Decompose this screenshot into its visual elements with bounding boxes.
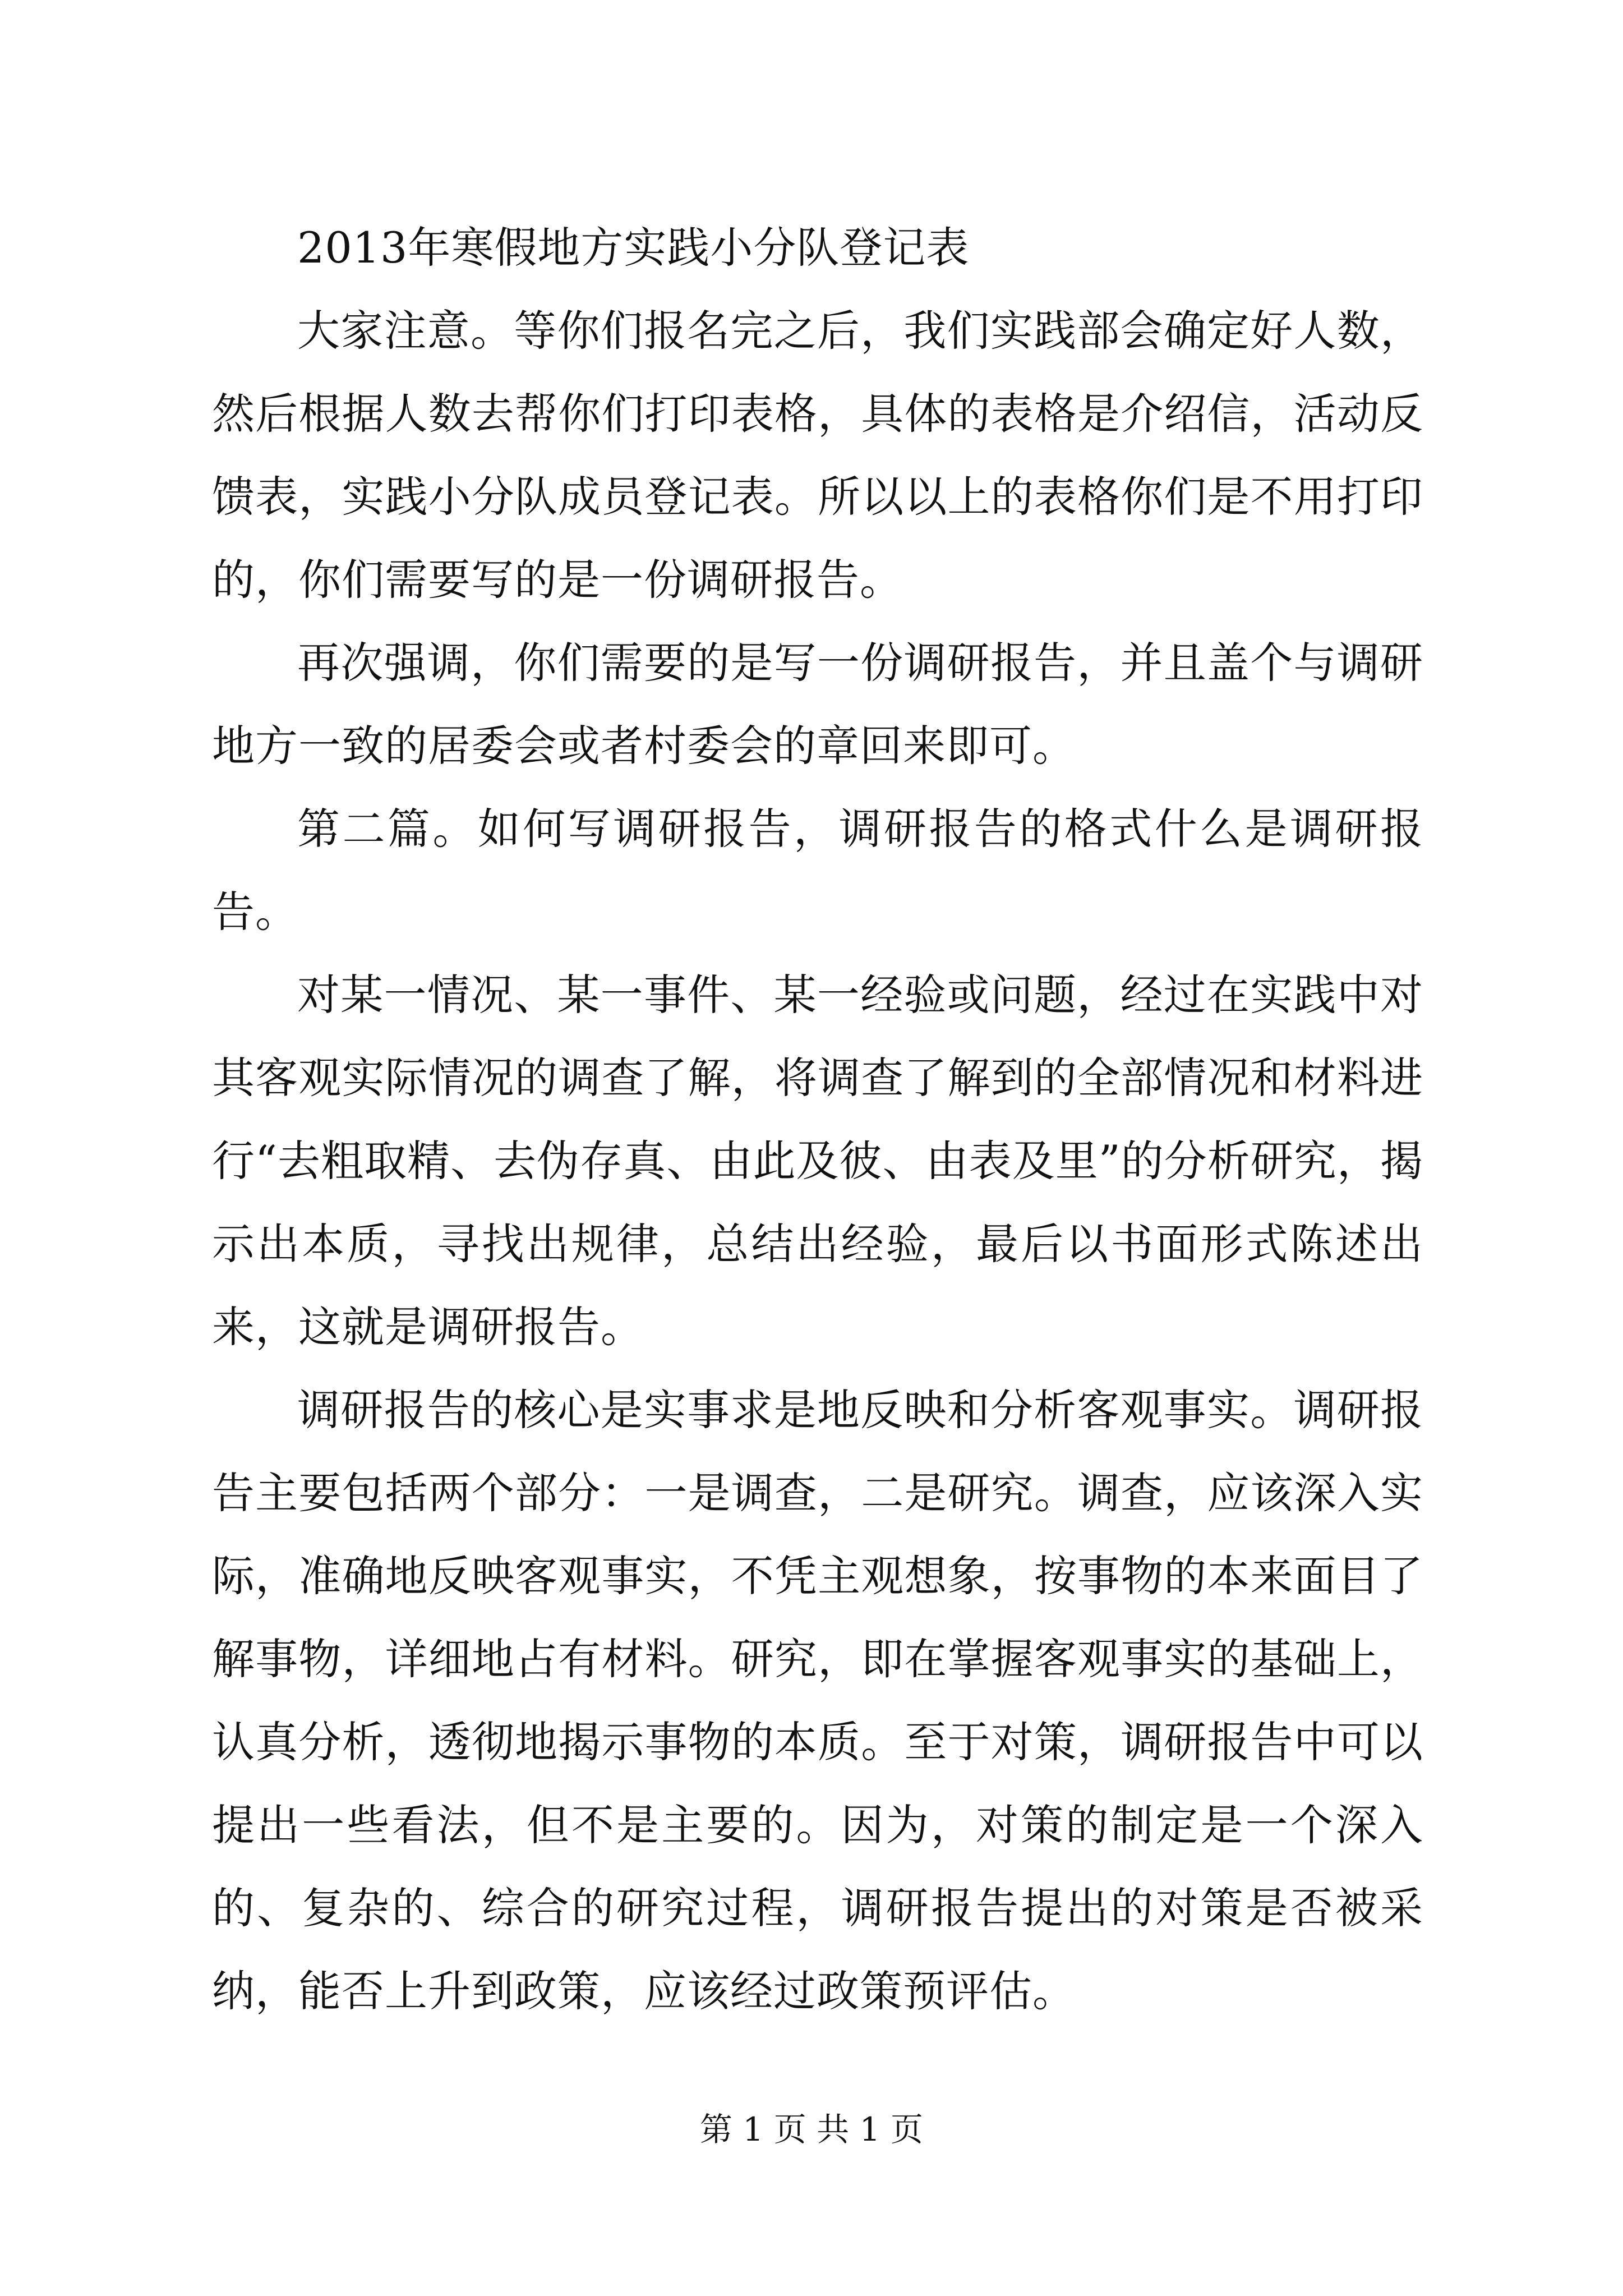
page-number-footer: 第 1 页 共 1 页 bbox=[700, 2110, 923, 2148]
document-body bbox=[212, 206, 1423, 2033]
document-title: 2013年寒假地方实践小分队登记表 bbox=[297, 223, 970, 273]
paragraph-core: 调研报告的核心是实事求是地反映和分析客观事实。调研报告主要包括两个部分：一是调查，二是研究。调查，应该深入实际，准确地反映客观事实，不凭主观想象，按事物的本来面目了解事物，详细地占有材料。研究，即在掌握客观事实的基础上，认真分析，透彻地揭示事物的本质。至于对策，调研报告中可以提出一些看法，但不是主要的。因为，对策的制定是一个深入的、复杂的、综合的研究过程，调研报告提出的对策是否被采纳，能否上升到政策，应该经过政策预评估。 bbox=[212, 1385, 1423, 2016]
paragraph-notice: 大家注意。等你们报名完之后，我们实践部会确定好人数，然后根据人数去帮你们打印表格，具体的表格是介绍信，活动反馈表，实践小分队成员登记表。所以以上的表格你们是不用打印的，你们需要写的是一份调研报告。 bbox=[212, 306, 1423, 605]
paragraph-section-heading: 第二篇。如何写调研报告，调研报告的格式什么是调研报告。 bbox=[212, 804, 1423, 937]
paragraph-emphasis: 再次强调，你们需要的是写一份调研报告，并且盖个与调研地方一致的居委会或者村委会的章回来即可。 bbox=[212, 638, 1423, 771]
paragraph-definition: 对某一情况、某一事件、某一经验或问题，经过在实践中对其客观实际情况的调查了解，将调查了解到的全部情况和材料进行“去粗取精、去伪存真、由此及彼、由表及里”的分析研究，揭示出本质，寻找出规律，总结出经验，最后以书面形式陈述出来，这就是调研报告。 bbox=[212, 970, 1423, 1352]
